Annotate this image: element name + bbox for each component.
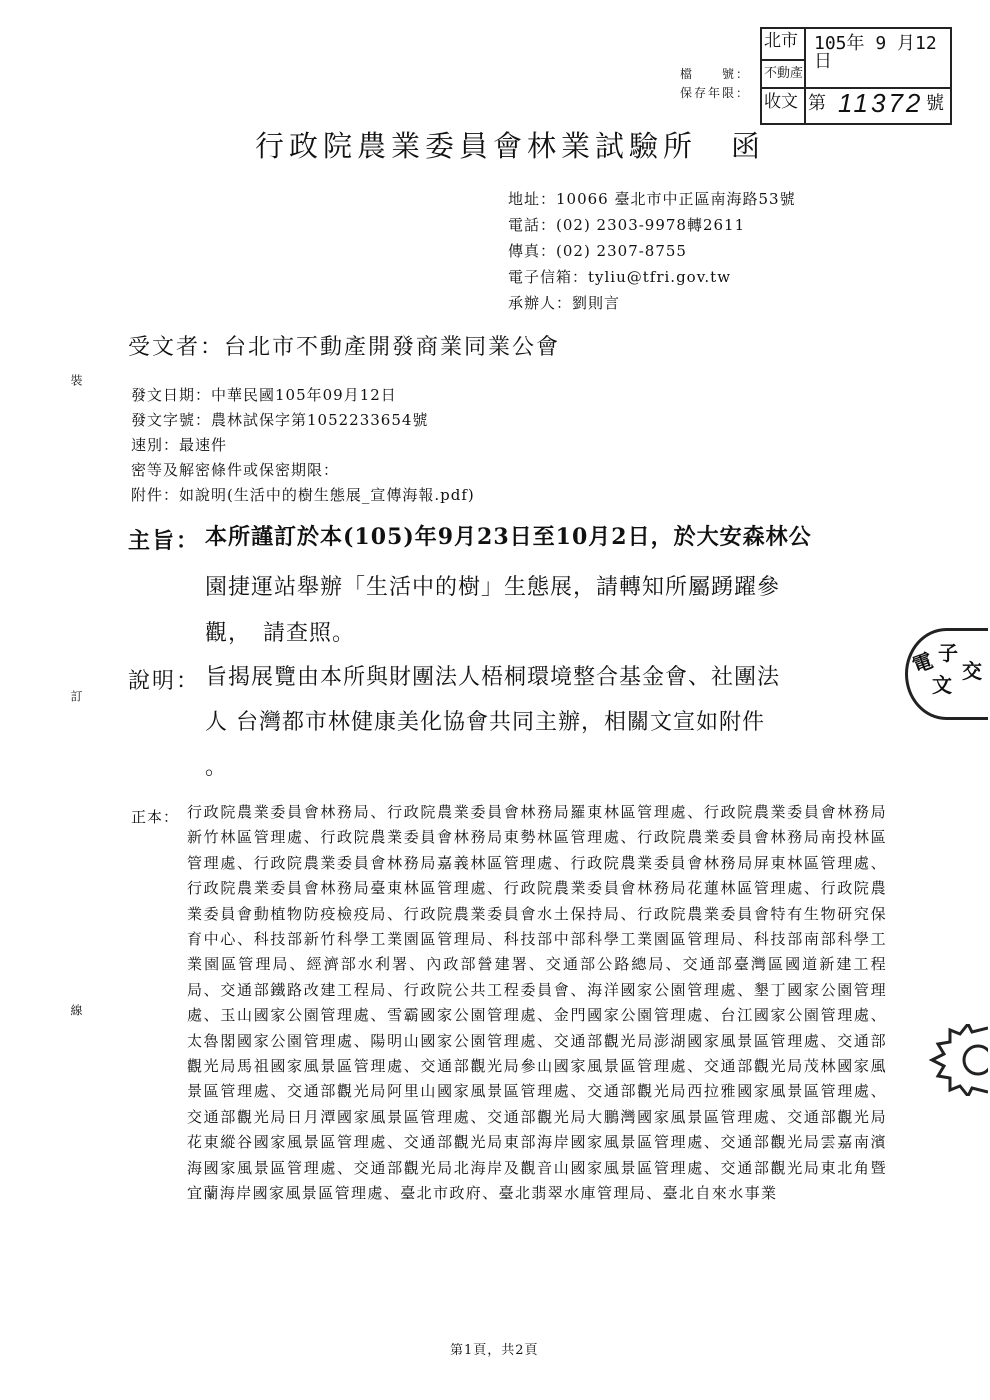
issue-date: 發文日期：中華民國105年09月12日 xyxy=(131,386,397,404)
explanation-label: 說明： xyxy=(128,669,201,694)
delivery-speed: 速別：最速件 xyxy=(131,436,228,454)
contact-address: 地址：10066 臺北市中正區南海路53號 xyxy=(508,190,796,208)
distribution-label: 正本： xyxy=(131,808,180,826)
stamp-org-top: 北市 xyxy=(764,31,798,51)
contact-handler: 承辦人：劉則言 xyxy=(508,294,621,312)
retention-period-label: 保存年限： xyxy=(680,86,751,100)
receipt-stamp xyxy=(760,27,952,125)
subject-line-2: 園捷運站舉辦「生活中的樹」生態展，請轉知所屬踴躍參 xyxy=(205,575,781,600)
contact-phone: 電話：(02) 2303-9978轉2611 xyxy=(508,216,746,234)
explanation-line-3: 。 xyxy=(205,755,229,780)
secrecy-level: 密等及解密條件或保密期限： xyxy=(131,461,340,479)
explanation-line-2: 人 台灣都市林健康美化協會共同主辦，相關文宣如附件 xyxy=(205,710,765,735)
seal-char-4: 交 xyxy=(962,659,982,683)
margin-mark-staple: 訂 xyxy=(69,690,83,702)
distribution-list: 行政院農業委員會林務局、行政院農業委員會林務局羅東林區管理處、行政院農業委員會林務局新竹林區管理處、行政院農業委員會林務局東勢林區管理處、行政院農業委員會林務局南投林區管理處、行政院農業委員會林務局嘉義林區管理處、行政院農業委員會林務局屏東林區管理處、行政院農業委員會林務局臺東林區管理處、行政院農業委員會林務局花蓮林區管理處、行政院農業委員會動植物防疫檢疫局、行政院農業委員會水土保持局、行政院農業委員會特有生物研究保育中心、科技部新竹科學工業園區管理局、科技部中部科學工業園區管理局、科技部南部科學工業園區管理局、經濟部水利署、內政部營建署、交通部公路總局、交通部臺灣區國道新建工程局、交通部鐵路改建工程局、行政院公共工程委員會、海洋國家公園管理處、墾丁國家公園管理處、玉山國家公園管理處、雪霸國家公園管理處、金門國家公園管理處、台江國家公園管理處、太魯閣國家公園管理處、陽明山國家公園管理處、交通部觀光局澎湖國家風景區管理處、交通部觀光局馬祖國家風景區管理處、交通部觀光局參山國家風景區管理處、交通部觀光局茂林國家風景區管理處、交通部觀光局阿里山國家風景區管理處、交通部觀光局西拉雅國家風景區管理處、交通部觀光局日月潭國家風景區管理處、交通部觀光局大鵬灣國家風景區管理處、交通部觀光局花東縱谷國家風景區管理處、交通部觀光局東部海岸國家風景區管理處、交通部觀光局雲嘉南濱海國家風景區管理處、交通部觀光局北海岸及觀音山國家風景區管理處、交通部觀光局東北角暨宜蘭海岸國家風景區管理處、臺北市政府、臺北翡翠水庫管理局、臺北自來水事業 xyxy=(187,803,887,1203)
attachment-line: 附件：如說明(生活中的樹生態展_宣傳海報.pdf) xyxy=(131,486,475,504)
seal-char-1: 電 xyxy=(909,648,937,678)
seal-char-3: 文 xyxy=(932,673,952,697)
subject-label: 主旨： xyxy=(128,528,201,554)
stamp-receive: 收文 xyxy=(764,92,798,112)
margin-mark-line: 線 xyxy=(69,1004,83,1016)
subject-line-3: 觀， 請查照。 xyxy=(205,621,356,646)
margin-mark-bind: 裝 xyxy=(69,374,83,386)
stamp-number-suffix: 號 xyxy=(926,93,944,114)
page-footer: 第1頁，共2頁 xyxy=(450,1343,539,1358)
subject-line-1: 本所謹訂於本(105)年9月23日至10月2日，於大安森林公 xyxy=(205,524,812,550)
document-title: 行政院農業委員會林業試驗所 函 xyxy=(255,129,766,163)
electronic-seal xyxy=(905,628,988,720)
stamp-date: 105年 9 月12 日 xyxy=(814,33,937,72)
recipient-line: 受文者：台北市不動產開發商業同業公會 xyxy=(128,335,561,360)
document-reference: 發文字號：農林試保字第1052233654號 xyxy=(131,411,429,429)
file-number-label: 檔 號： xyxy=(680,67,751,81)
contact-email: 電子信箱：tyliu@tfri.gov.tw xyxy=(508,268,732,286)
seal-char-2: 子 xyxy=(938,641,958,665)
explanation-line-1: 旨揭展覽由本所與財團法人梧桐環境整合基金會、社團法 xyxy=(205,665,781,690)
gear-seal-icon xyxy=(928,1024,988,1096)
stamp-org-bottom: 不動產 xyxy=(764,66,804,81)
contact-fax: 傳真：(02) 2307-8755 xyxy=(508,242,687,260)
stamp-number: 11372 xyxy=(838,88,924,118)
stamp-number-prefix: 第 xyxy=(808,93,826,114)
